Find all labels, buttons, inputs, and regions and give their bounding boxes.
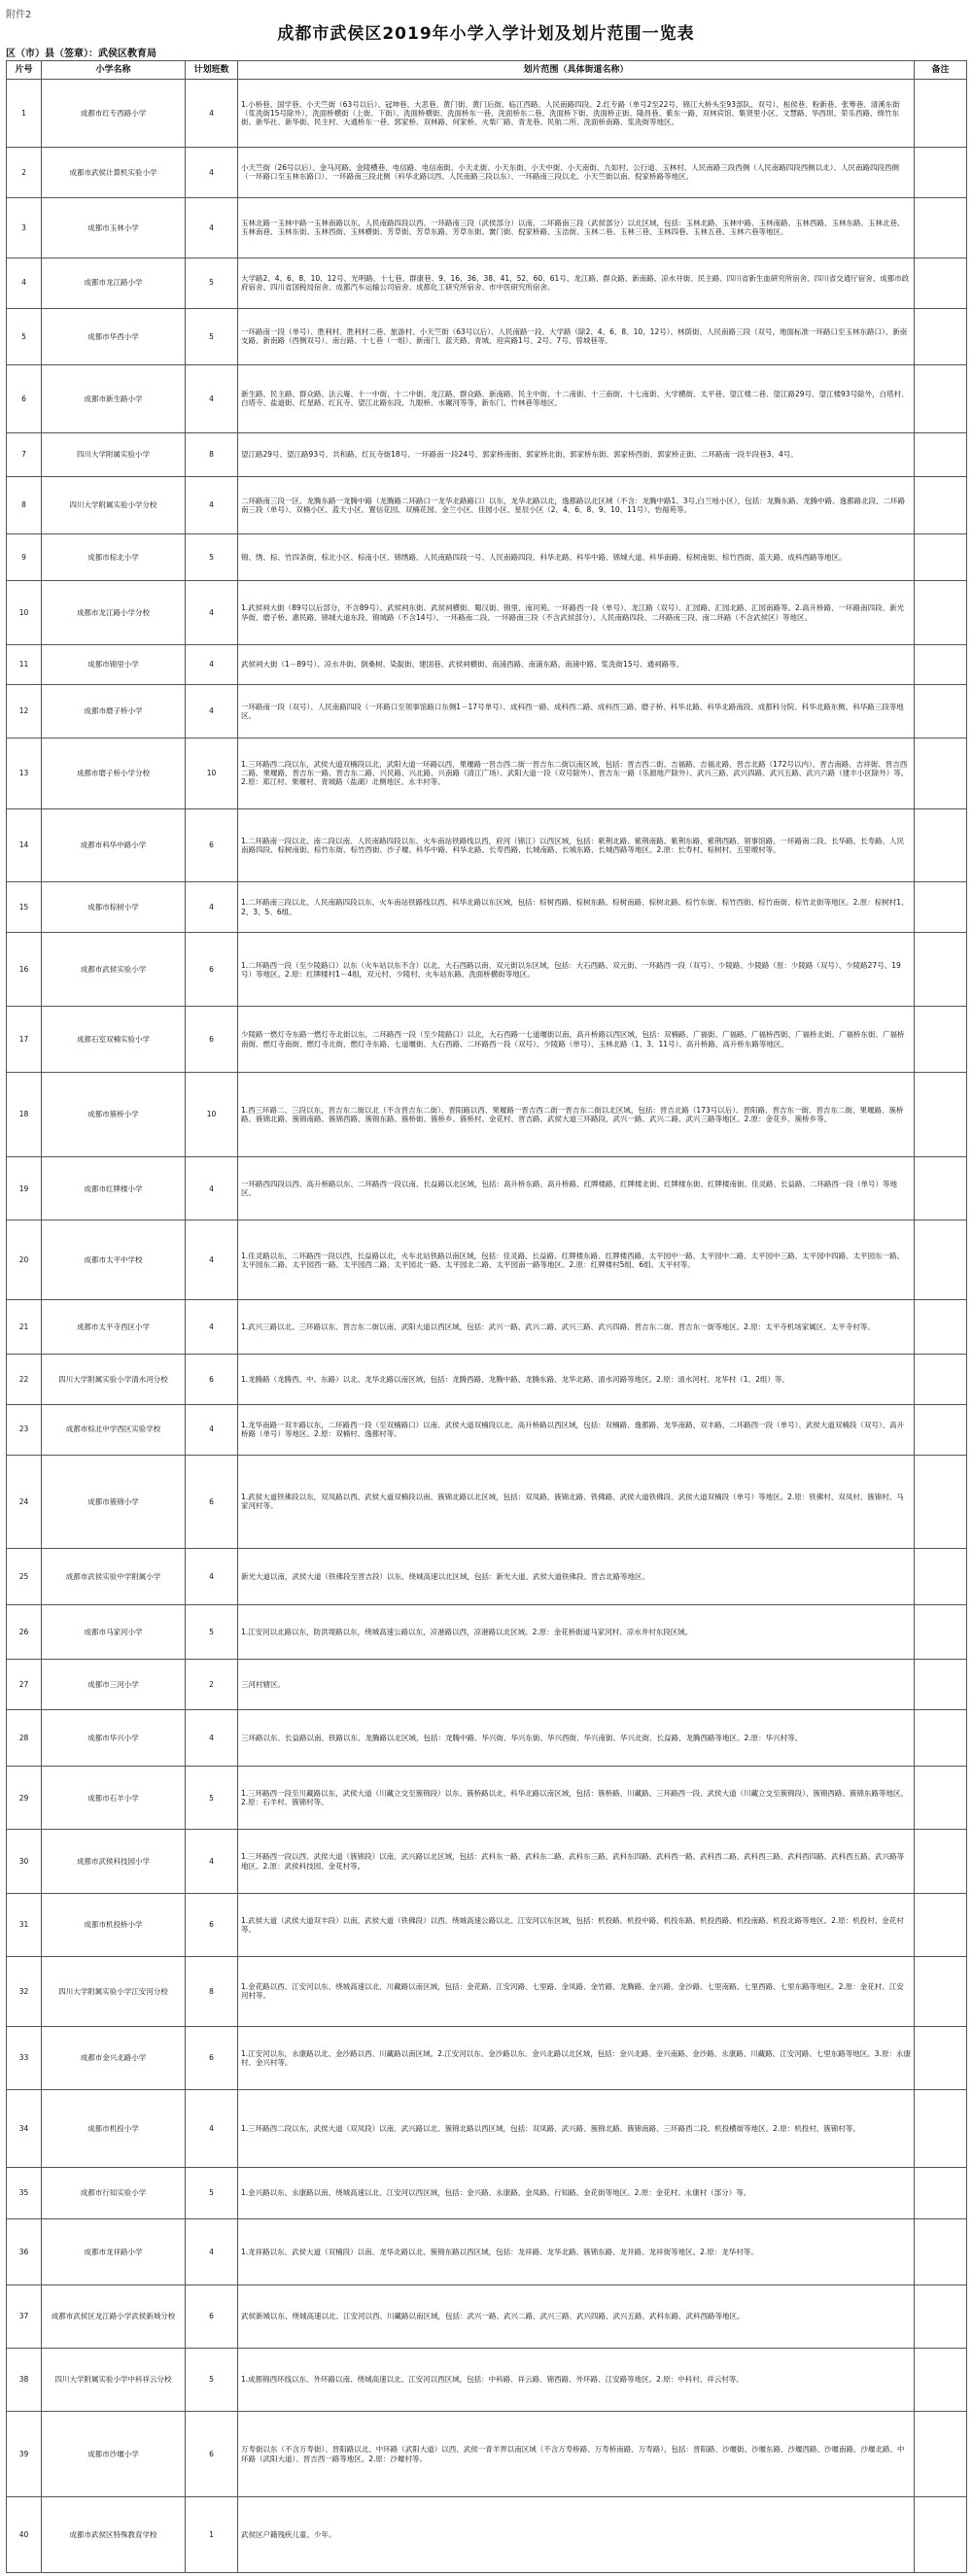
cell-note <box>915 2026 967 2089</box>
table-row <box>7 1830 967 1893</box>
cell-name: 成都市太平中学校 <box>42 1220 186 1300</box>
cell-note <box>915 644 967 684</box>
cell-note <box>915 1548 967 1605</box>
cell-note <box>915 2167 967 2218</box>
cell-plan: 1 <box>186 2497 238 2573</box>
cell-range: 玉林北路一玉林中路一玉林南路以东、人民南路四段以西、一环路南三段（武侯部分）以南、二环路南三段（武侯部分）以北区域，包括：玉林北路、玉林中路、玉林南路、玉林西路、玉林东路、玉林北巷、玉林南巷、玉林东街、玉林西街、玉林横街、芳草街、芳草东路、芳草东街、黉门街、倪家桥路、玉洁街、玉林二巷、玉林三巷、玉林四巷、玉林五巷、玉林六巷等地区。 <box>238 197 915 258</box>
column-header-note: 备注 <box>915 61 967 80</box>
cell-name: 成都市棕北中学西区实验学校 <box>42 1404 186 1455</box>
cell-name: 成都市三河小学 <box>42 1659 186 1709</box>
table-row <box>7 308 967 365</box>
cell-no: 34 <box>7 2090 42 2168</box>
cell-range: 锦、绣、棕、竹四条街，棕北小区、棕南小区、锦绣路、人民南路四段一号、人民南路四段、科华北路、科华中路、锦城大道、科华南路、棕树南街、棕竹西街、蓝天路、成科西路等地区。 <box>238 533 915 581</box>
cell-no: 39 <box>7 2411 42 2496</box>
district-line: 区（市）县（签章）：武侯区教育局 <box>6 49 156 59</box>
cell-no: 38 <box>7 2348 42 2411</box>
cell-range: 新生路、民主路、群众路、法云庵、十一中街、十二中街、龙江路、群众路、新南路、民主中街、十二南街、十三南街、十七南街、大学横街、太平巷、望江楼二巷、望江路29号、望江楼93号除外，白塔村、白塔寺、盐道街、红星路、红瓦寺、望江北路东段、九眼桥、水碾河等等，新东门、竹林巷等地区。 <box>238 365 915 433</box>
cell-no: 15 <box>7 882 42 933</box>
table-row <box>7 1659 967 1709</box>
cell-range: 三环路以东、长益路以南、铁路以东、龙腾路以北区域，包括：龙腾中路、华兴街、华兴东街、华兴西街、华兴南街、华兴北街、长益路、龙腾西路等地区。2.原：华兴村等。 <box>238 1709 915 1767</box>
cell-range: 1.三环路西一段以西、武侯大道（簇锦段）以南、武兴路以北区域，包括：武科东一路、武科东二路、武科东三路、武科东四路、武科西一路、武科西二路、武科西三路、武科西四路、武科西五路、武兴路等地区。2.原：武侯科技园、金花村等。 <box>238 1830 915 1893</box>
cell-plan: 6 <box>186 2411 238 2496</box>
table-row <box>7 1072 967 1156</box>
cell-plan: 4 <box>186 2090 238 2168</box>
cell-name: 成都市新生路小学 <box>42 365 186 433</box>
cell-no: 32 <box>7 1956 42 2026</box>
cell-plan: 4 <box>186 581 238 644</box>
cell-no: 8 <box>7 477 42 534</box>
table-row <box>7 2090 967 2168</box>
cell-note <box>915 1956 967 2026</box>
cell-range: 望江路29号、望江路93号、共和路、红瓦寺街18号、一环路南一段24号、郭家桥南街、郭家桥北街、郭家桥东街、郭家桥西街、郭家桥正街、二环路南一段半段巷3、4号。 <box>238 432 915 476</box>
table-row <box>7 882 967 933</box>
cell-range: 1.西三环路二、三段以东，晋吉东二街以北（不含晋吉东二街）、晋阳路以西、果堰路一晋吉西二街一晋吉东二街以北区域，包括：晋吉北路（173号以后）、晋阳路、晋吉东一街、晋吉东二街、果堰路、簇桥路、簇锦北路、簇锦南路、簇锦西路、簇锦东路、簇桥街、簇桥乡、簇桥村、金花村、晋吉路、武侯大道三环路段、武兴一路、武兴二路、武兴三路等地区。2.原：金花乡、簇桥乡等。 <box>238 1072 915 1156</box>
table-row <box>7 933 967 1007</box>
admission-table <box>6 60 967 2573</box>
table-row <box>7 1893 967 1956</box>
table-row <box>7 1767 967 1830</box>
cell-range: 1.龙华南路一双丰路以东，二环路西一段（至双楠路口）以南、武侯大道双楠段以北、高升桥路以西区域，包括：双楠路、逸都路、龙华南路、双丰路、二环路西一段（单号）、武侯大道双楠段（双号）、高升桥路（单号）等地区。2.原：双楠村、逸都村等。 <box>238 1404 915 1455</box>
cell-note <box>915 1157 967 1220</box>
cell-note <box>915 1354 967 1404</box>
cell-range: 1.成都锦西环线以东、外环路以南、绕城高速以北、江安河以西区域，包括：中科路、祥云路、锦西路、外环路、江安路等地区。2.原：中科村、祥云村等。 <box>238 2348 915 2411</box>
cell-name: 成都市玉林小学 <box>42 197 186 258</box>
cell-no: 23 <box>7 1404 42 1455</box>
cell-plan: 4 <box>186 80 238 148</box>
cell-note <box>915 432 967 476</box>
table-row <box>7 684 967 738</box>
cell-range: 万寿街以东（不含万寿街）、晋阳路以北、中环路（武阳大道）以西、武侯一青羊界以南区域（不含万寿桥路、万寿桥南路、万寿路），包括：晋阳路、沙堰街、沙堰东路、沙堰西路、沙堰南路、沙堰北路、中环路（武阳大道）、晋吉西一路等地区。2.原：沙堰村等。 <box>238 2411 915 2496</box>
table-row <box>7 1548 967 1605</box>
table-row <box>7 258 967 308</box>
cell-range: 1.武侯大道铁佛段以东，双凤路以西、武侯大道双楠段以南、簇锦北路以北区域，包括：双凤路、簇锦北路、铁佛路、武侯大道铁佛段、武侯大道双楠段（单号）等地区。2.原：铁佛村、双凤村、簇锦村、马家河村等。 <box>238 1455 915 1548</box>
cell-note <box>915 1659 967 1709</box>
cell-note <box>915 147 967 197</box>
cell-note <box>915 581 967 644</box>
cell-name: 成都市马家河小学 <box>42 1605 186 1659</box>
cell-no: 27 <box>7 1659 42 1709</box>
cell-note <box>915 1830 967 1893</box>
cell-range: 武侯新城以东、绕城高速以北、江安河以西、川藏路以南区域，包括：武兴一路、武兴二路、武兴三路、武兴四路、武兴五路、武科东路、武科西路等地区。 <box>238 2285 915 2348</box>
table-row <box>7 2026 967 2089</box>
cell-note <box>915 308 967 365</box>
cell-plan: 6 <box>186 1455 238 1548</box>
cell-plan: 8 <box>186 1956 238 2026</box>
table-row <box>7 365 967 433</box>
cell-plan: 4 <box>186 1157 238 1220</box>
cell-plan: 4 <box>186 477 238 534</box>
cell-plan: 4 <box>186 147 238 197</box>
cell-name: 成都市武侯计算机实验小学 <box>42 147 186 197</box>
cell-note <box>915 2348 967 2411</box>
cell-no: 35 <box>7 2167 42 2218</box>
cell-range: 1.金兴路以东、永康路以南、绕城高速以北、江安河以西区域，包括：金兴路、永康路、金凤路、行知路、金花街等地区。2.原：金花村、永康村（部分）等。 <box>238 2167 915 2218</box>
table-row <box>7 197 967 258</box>
table-row <box>7 1300 967 1354</box>
table-row <box>7 2497 967 2573</box>
cell-no: 2 <box>7 147 42 197</box>
cell-name: 成都市华西小学 <box>42 308 186 365</box>
cell-no: 21 <box>7 1300 42 1354</box>
cell-name: 成都市武侯实验中学附属小学 <box>42 1548 186 1605</box>
cell-note <box>915 2497 967 2573</box>
cell-range: 1.武兴三路以北、三环路以东、晋吉东二街以南、武阳大道以西区域，包括：武兴一路、武兴二路、武兴三路、武兴四路、晋吉东二街、晋吉东一街等地区。2.原：太平寺机场家属区、太平寺村等。 <box>238 1300 915 1354</box>
cell-name: 成都市簇桥小学 <box>42 1072 186 1156</box>
cell-plan: 6 <box>186 1007 238 1072</box>
cell-range: 1.二环路南一段以北、南二段以南、人民南路四段以东、火车南站铁路线以西，府河（锦江）以西区域，包括：紫荆北路、紫荆南路、紫荆东路、紫荆西路、领事馆路、一环路南二段、长华路、长寿路、人民南路四段、棕树南街、棕竹东街、棕竹西街、沙子堰、科华中路、科华北路、长寿西路、长城南路、长城东路、长城西路等地区。2.原：长寿村、棕树村、五里墩村等。 <box>238 808 915 881</box>
table-row <box>7 2348 967 2411</box>
table-row <box>7 644 967 684</box>
cell-range: 一环路南一段（双号）、人民南路四段（一环路口至领事馆路口东侧1－17号单号）、成科西一路、成科西二路、成科西三路、磨子桥、科华北路、科华北路南段、成都科分院、科华北路东侧、科华路三段等地区。 <box>238 684 915 738</box>
cell-range: 1.三环路西二段以东，武侯大道（双凤段）以南、武兴路以北、簇锦北路以西区域，包括：双凤路、武兴路、簇锦北路、簇锦南路、三环路西二段、机投横街等地区。2.原：机投村、簇锦村等。 <box>238 2090 915 2168</box>
cell-name: 成都市太平寺西区小学 <box>42 1300 186 1354</box>
column-header-no: 片号 <box>7 61 42 80</box>
table-row <box>7 533 967 581</box>
table-row <box>7 80 967 148</box>
cell-range: 武侯祠大街（1－89号）、凉水井街、倒桑树、染靛街、建国巷、武侯祠横街、南浦西路、南浦东路、南浦中路、浆洗街15号、通祠路等。 <box>238 644 915 684</box>
table-row <box>7 581 967 644</box>
cell-note <box>915 2285 967 2348</box>
cell-name: 成都市龙祥路小学 <box>42 2218 186 2285</box>
cell-name: 成都市石羊小学 <box>42 1767 186 1830</box>
cell-name: 成都市行知实验小学 <box>42 2167 186 2218</box>
cell-name: 成都市科华中路小学 <box>42 808 186 881</box>
cell-range: 1.小桥巷、国学巷、小天竺街（63号以后）、冠坤巷、大悲巷、黄门街、黄门后街、临江西路、人民南路四段。2.红专路（单号2至22号、锦江大桥头至93部队、双号）、桓侯巷、粉新巷、张筹巷、清溪东街（浆洗街15号除外）、洗面桥横街（上街、下街）、洗面桥横街、洗面桥东一巷、洗面桥东二巷、洗面桥下街、洗面桥正街、隆昌巷、紫东一路、双林宾馆、集贤里小区、文慧路、华西坝、荣乐西路、绵竹东街、新华社、新华街、民主村、大通桥东一巷、郭家桥、双林路、何家桥、火柴厂路、青龙巷、民航二所、洗面桥南路、浆洗街等地区。 <box>238 80 915 148</box>
table-row <box>7 808 967 881</box>
cell-no: 9 <box>7 533 42 581</box>
table-row <box>7 1157 967 1220</box>
cell-range: 小天竺街（26号以后）、金马河路、金陵横巷、电信路、电信南街、小天北街、小天东街、小天中街、小天南街、九如村、公行道、玉林村、人民南路三段西侧（人民南路四段西侧以北）、人民南路四段西侧（一环路口至玉林东路口）、一环路南三段北侧（科华北路以西、人民南路三段以东）、一环路南三段以北、小天竺街以南、倪家桥路等地区。 <box>238 147 915 197</box>
cell-plan: 6 <box>186 2285 238 2348</box>
cell-no: 6 <box>7 365 42 433</box>
cell-note <box>915 477 967 534</box>
cell-note <box>915 258 967 308</box>
cell-plan: 4 <box>186 882 238 933</box>
cell-note <box>915 684 967 738</box>
table-row <box>7 1605 967 1659</box>
cell-no: 26 <box>7 1605 42 1659</box>
cell-name: 成都市机投桥小学 <box>42 1893 186 1956</box>
cell-no: 10 <box>7 581 42 644</box>
cell-plan: 4 <box>186 644 238 684</box>
cell-note <box>915 80 967 148</box>
attachment-label: 附件2 <box>6 10 32 20</box>
cell-no: 18 <box>7 1072 42 1156</box>
cell-range: 二环路南三段一区、龙腾东路一龙腾中路（龙腾路二环路口一龙华北路路口）以东，龙华北路以北，逸都路以北区域（不含：龙腾中路1、3号,白兰地小区），包括：龙腾东路、龙腾中路、逸都路北段、二环路南三段（单号）、双楠小区、蓝天小区、置信花园、双楠花园、金兰小区、佳园小区、星辰小区（2、4、6、8、9、10、11号）、怡福苑等。 <box>238 477 915 534</box>
cell-range: 1.三环路西一段至川藏路以东，武侯大道（川藏立交至簇锦段）以东、簇桥路以北、科华北路以南区域，包括：簇桥路、川藏路、三环路西一段、武侯大道（川藏立交至簇锦段）、簇锦西路、簇锦东路等地区。2.原：石羊村、簇锦村等。 <box>238 1767 915 1830</box>
cell-plan: 4 <box>186 365 238 433</box>
cell-no: 19 <box>7 1157 42 1220</box>
cell-no: 28 <box>7 1709 42 1767</box>
cell-name: 四川大学附属实验小学 <box>42 432 186 476</box>
cell-no: 20 <box>7 1220 42 1300</box>
cell-plan: 4 <box>186 2218 238 2285</box>
table-row <box>7 1956 967 2026</box>
table-row <box>7 1354 967 1404</box>
cell-name: 成都市华兴小学 <box>42 1709 186 1767</box>
cell-plan: 8 <box>186 432 238 476</box>
cell-no: 4 <box>7 258 42 308</box>
cell-name: 成都市武侯区龙江路小学武侯新城分校 <box>42 2285 186 2348</box>
cell-name: 成都市龙江路小学 <box>42 258 186 308</box>
cell-note <box>915 197 967 258</box>
cell-plan: 5 <box>186 1605 238 1659</box>
cell-plan: 4 <box>186 1548 238 1605</box>
cell-plan: 2 <box>186 1659 238 1709</box>
cell-plan: 5 <box>186 258 238 308</box>
cell-note <box>915 365 967 433</box>
cell-note <box>915 1220 967 1300</box>
cell-note <box>915 1404 967 1455</box>
cell-no: 31 <box>7 1893 42 1956</box>
cell-no: 33 <box>7 2026 42 2089</box>
cell-plan: 5 <box>186 533 238 581</box>
cell-name: 成都市金兴北路小学 <box>42 2026 186 2089</box>
cell-no: 7 <box>7 432 42 476</box>
cell-plan: 4 <box>186 1220 238 1300</box>
cell-plan: 5 <box>186 2348 238 2411</box>
cell-plan: 5 <box>186 1767 238 1830</box>
cell-plan: 4 <box>186 1709 238 1767</box>
cell-name: 成都石室双楠实验小学 <box>42 1007 186 1072</box>
cell-plan: 5 <box>186 308 238 365</box>
cell-no: 36 <box>7 2218 42 2285</box>
cell-range: 1.江安河以北路以东，防洪堤路以东，绕城高速公路以东，凉港路以西，凉港路以北区域。2.原：金花桥街道马家河村、凉水井村东段区域。 <box>238 1605 915 1659</box>
cell-no: 30 <box>7 1830 42 1893</box>
cell-name: 四川大学附属实验小学分校 <box>42 477 186 534</box>
cell-name: 成都市锦里小学 <box>42 644 186 684</box>
cell-plan: 4 <box>186 684 238 738</box>
cell-no: 17 <box>7 1007 42 1072</box>
cell-note <box>915 2218 967 2285</box>
cell-note <box>915 1300 967 1354</box>
cell-range: 1.佳灵路以东，二环路西一段以西，长益路以北，火车北站铁路以南区域，包括：佳灵路、长益路、红牌楼东路、红牌楼西路、太平园中一路、太平园中二路、太平园中三路、太平园中四路、太平园东一路、太平园东二路、太平园西一路、太平园西二路、太平园北一路、太平园北二路、太平园南一路等地区。2.原：红牌楼村5组、6组、太平村等。 <box>238 1220 915 1300</box>
cell-name: 成都市武侯区特殊教育学校 <box>42 2497 186 2573</box>
cell-range: 1.三环路西二段以东，武侯大道双楠段以北，武阳大道一环路以西，果堰路一晋吉西二街一晋吉东二街以南区域，包括：晋吉西二街、吉福路、吉福北路、晋吉北路（172号以内）、晋吉南路、吉祥街、晋吉西二路、果堰路、晋吉东一路、晋吉东二路、兴民路、兴北路、兴南路（清江广场）、武阳大道一段（双号除外）、晋吉东一路（乐源地产除外）、武兴三路、武兴四路、武兴五路、武兴六路（建丰小区除外）等。2.原：郑江村、果堰村、青城路（盐湖）北侧地区、永丰村等。 <box>238 738 915 808</box>
cell-plan: 4 <box>186 197 238 258</box>
cell-name: 成都市机投小学 <box>42 2090 186 2168</box>
table-row <box>7 738 967 808</box>
cell-name: 四川大学附属实验小学中科祥云分校 <box>42 2348 186 2411</box>
table-row <box>7 2218 967 2285</box>
cell-note <box>915 1605 967 1659</box>
cell-no: 29 <box>7 1767 42 1830</box>
table-header-row <box>7 61 967 80</box>
cell-note <box>915 2090 967 2168</box>
table-row <box>7 2285 967 2348</box>
cell-range: 新光大道以南，武侯大道（铁佛段至晋吉段）以东、绕城高速以北区域，包括：新光大道、武侯大道铁佛段、晋吉北路等地区。 <box>238 1548 915 1605</box>
cell-name: 成都市龙江路小学分校 <box>42 581 186 644</box>
table-row <box>7 1709 967 1767</box>
column-header-range: 划片范围（具体街道名称） <box>238 61 915 80</box>
cell-plan: 10 <box>186 1072 238 1156</box>
cell-name: 成都市棕树小学 <box>42 882 186 933</box>
cell-note <box>915 1709 967 1767</box>
table-row <box>7 2167 967 2218</box>
cell-note <box>915 1072 967 1156</box>
cell-range: 1.江安河以东，永康路以北、金沙路以西、川藏路以南区域。2.江安河以东、金沙路以东、金兴北路以北区域，包括：金兴北路、金兴南路、金沙路、永康路、川藏路、江安河路、七里东路等地区。3.原：永康村、金兴村等。 <box>238 2026 915 2089</box>
table-row <box>7 2411 967 2496</box>
cell-no: 12 <box>7 684 42 738</box>
table-row <box>7 1220 967 1300</box>
cell-no: 1 <box>7 80 42 148</box>
cell-name: 成都市武侯科技园小学 <box>42 1830 186 1893</box>
cell-plan: 10 <box>186 738 238 808</box>
cell-plan: 6 <box>186 808 238 881</box>
cell-plan: 6 <box>186 1354 238 1404</box>
column-header-plan: 计划班数 <box>186 61 238 80</box>
cell-note <box>915 738 967 808</box>
cell-name: 成都市簇锦小学 <box>42 1455 186 1548</box>
table-row <box>7 1455 967 1548</box>
cell-no: 37 <box>7 2285 42 2348</box>
cell-name: 四川大学附属实验小学江安河分校 <box>42 1956 186 2026</box>
cell-name: 成都市武侯实验小学 <box>42 933 186 1007</box>
cell-note <box>915 933 967 1007</box>
cell-range: 1.二环路西一段（至少陵路口）以东（火车站以东不含）以北、大石西路以南、双元街以东区域，包括：大石西路、双元街、一环路西一段（双号）、少陵路、少陵路（原：少陵路（双号）、少陵路27号、19号）等地区。2.原：红牌楼村1－4组，双元村、少陵村、火车站东路、洗面桥横街等地区。 <box>238 933 915 1007</box>
table-row <box>7 477 967 534</box>
cell-name: 成都市磨子桥小学分校 <box>42 738 186 808</box>
cell-no: 16 <box>7 933 42 1007</box>
table-row <box>7 1007 967 1072</box>
cell-plan: 6 <box>186 1893 238 1956</box>
cell-name: 四川大学附属实验小学清水河分校 <box>42 1354 186 1404</box>
cell-range: 1.龙祥路以东、武侯大道（双楠段）以南、龙华北路以北、簇锦东路以西区域，包括：龙祥路、龙华北路、簇锦东路、龙井路、龙祥街等地区。2.原：龙华村等。 <box>238 2218 915 2285</box>
cell-note <box>915 1007 967 1072</box>
cell-no: 24 <box>7 1455 42 1548</box>
cell-range: 武侯区户籍残疾儿童、少年。 <box>238 2497 915 2573</box>
cell-range: 1.武侯大道（武侯大道双丰段）以南，武侯大道（铁佛段）以西、绕城高速公路以北、江安河以东区域，包括：机投路、机投中路、机投东路、机投西路、机投南路、机投北路等地区。2.原：机投村、金花村等。 <box>238 1893 915 1956</box>
cell-range: 1.武侯祠大街（89号以后部分，不含89号）、武侯祠东街、武侯祠横街、蜀汉街、锦里、南河苑、一环路西一段（单号）、龙江路（双号）、汇园路、汇园北路、汇园南路等。2.高升桥路、一环路南四段、新光华街、磨子桥、惠民路、锦城大道东段、锦城路（不含14号）、一环路南二段、一环路南三段（不含武侯部分）、人民南路四段、二环路南三段、南二环路（不含武侯区）等地区。 <box>238 581 915 644</box>
cell-name: 成都市磨子桥小学 <box>42 684 186 738</box>
table-row <box>7 1404 967 1455</box>
cell-note <box>915 533 967 581</box>
cell-plan: 4 <box>186 1830 238 1893</box>
cell-no: 13 <box>7 738 42 808</box>
cell-range: 1.金花路以西、江安河以东、绕城高速以北、川藏路以南区域，包括：金花路、江安河路、七里路、金凤路、金竹路、龙腾路、金兴路、金沙路、七里南路、七里西路、七里东路等地区。2.原：金花村、江安河村等。 <box>238 1956 915 2026</box>
cell-range: 三河村辖区。 <box>238 1659 915 1709</box>
cell-name: 成都市沙堰小学 <box>42 2411 186 2496</box>
cell-note <box>915 1767 967 1830</box>
cell-note <box>915 882 967 933</box>
cell-range: 1.二环路南三段以北、人民南路四段以东、火车南站铁路线以西、科华北路以东区域，包括：棕树西路、棕树东路、棕树南路、棕树北路、棕竹东街、棕竹西街、棕竹南街、棕竹北街等地区。2.原：棕树村1、2、3、5、6组。 <box>238 882 915 933</box>
cell-range: 少陵路一燃灯寺东路一燃灯寺北街以东，二环路西一段（至少陵路口）以北，大石西路一七道堰街以南，高升桥路以西区域，包括：双楠路、广福街、广福路、广福桥西街、广福桥北街、广福桥东街、广福桥南街、燃灯寺南街、燃灯寺北街、燃灯寺东路、七道堰街、大石西路、二环路西一段（双号）、少陵路（单号）、玉林北路（1、3、11号）、高升桥路、高升桥东路等地区。 <box>238 1007 915 1072</box>
table-row <box>7 432 967 476</box>
cell-plan: 6 <box>186 933 238 1007</box>
cell-plan: 4 <box>186 1404 238 1455</box>
cell-name: 成都市红牌楼小学 <box>42 1157 186 1220</box>
cell-no: 22 <box>7 1354 42 1404</box>
cell-name: 成都市棕北小学 <box>42 533 186 581</box>
cell-range: 一环路西四段以西、高升桥路以东、二环路西一段以南、长益路以北区域，包括：高升桥东路、高升桥路、红牌楼路、红牌楼北街、红牌楼东街、红牌楼南街、佳灵路、长益路、二环路西一段（单号）等地区。 <box>238 1157 915 1220</box>
cell-note <box>915 1893 967 1956</box>
cell-note <box>915 2411 967 2496</box>
cell-range: 1.龙腾路（龙腾西、中、东路）以北、龙华北路以南区域，包括：龙腾西路、龙腾中路、龙腾东路、龙华北路、清水河路等地区。2.原：清水河村、龙华村（1、2组）等。 <box>238 1354 915 1404</box>
cell-no: 25 <box>7 1548 42 1605</box>
cell-plan: 4 <box>186 1300 238 1354</box>
cell-no: 14 <box>7 808 42 881</box>
page-title: 成都市武侯区2019年小学入学计划及划片范围一览表 <box>277 24 695 44</box>
column-header-name: 小学名称 <box>42 61 186 80</box>
cell-note <box>915 1455 967 1548</box>
cell-no: 40 <box>7 2497 42 2573</box>
cell-range: 大学路2、4、6、8、10、12号、光明路、十七巷、群康巷、9、16、36、38、41、52、60、61号、龙江路、群众路、新南路、凉水井街、民主路、四川省新生血研究所宿舍、四川省交通厅宿舍、成都市政府宿舍、四川省国税局宿舍、成都汽车运输公司宿舍、成都化工研究所宿舍、市中医研究所宿舍。 <box>238 258 915 308</box>
cell-plan: 6 <box>186 2026 238 2089</box>
cell-range: 一环路南一段（单号）、胜利村、胜利村二巷、旅游村、小天竺街（63号以后）、人民南路一段、大学路（除2、4、6、8、10、12号）、林荫街、人民南路三段（双号，地面标准一环路口至玉林东路口）、新南支路、新南路（西侧双号）、南台路、十七巷（一组）、新南门、蓝天路、青城、迎宾路1号、2号、7号、蓉城巷等。 <box>238 308 915 365</box>
table-row <box>7 147 967 197</box>
cell-plan: 5 <box>186 2167 238 2218</box>
cell-name: 成都市红专西路小学 <box>42 80 186 148</box>
cell-no: 3 <box>7 197 42 258</box>
cell-no: 5 <box>7 308 42 365</box>
cell-no: 11 <box>7 644 42 684</box>
cell-note <box>915 808 967 881</box>
